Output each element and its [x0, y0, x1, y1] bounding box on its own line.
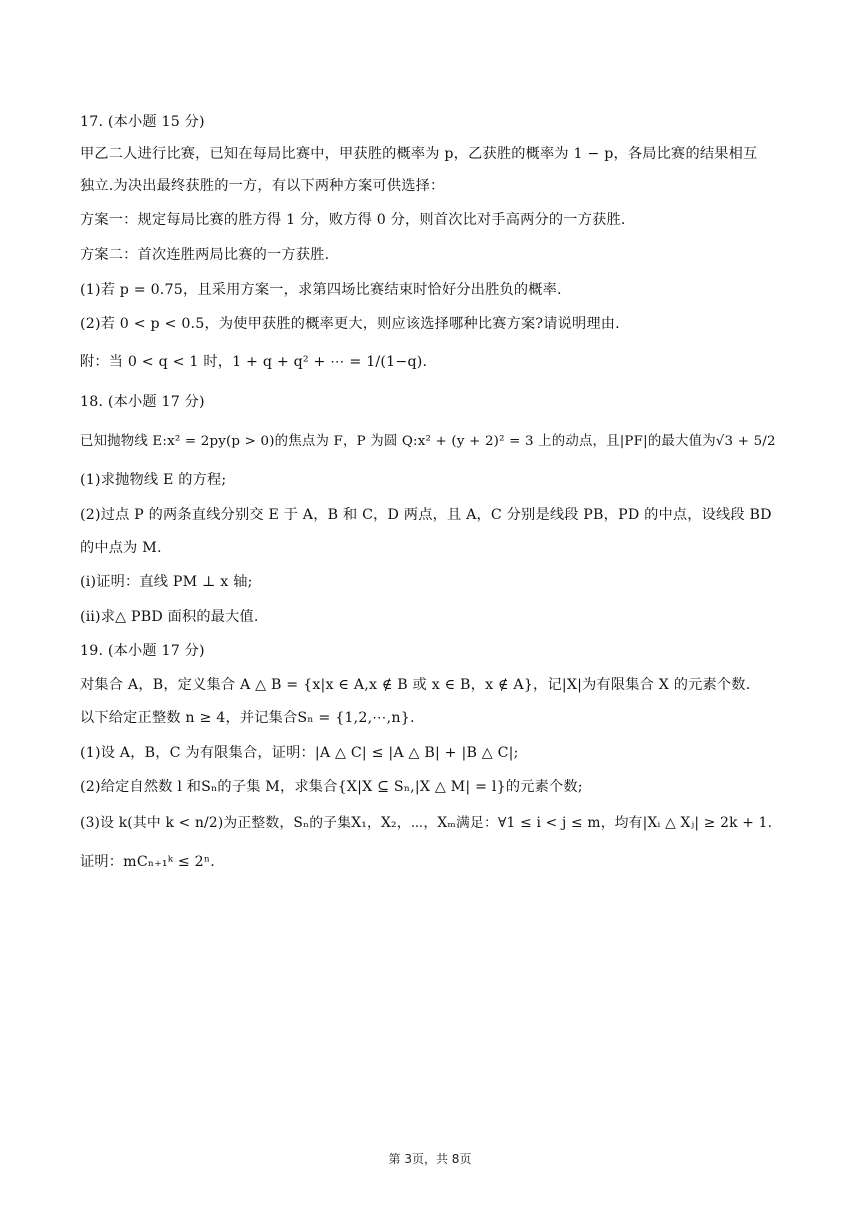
problem-18-line: (2)过点 P 的两条直线分别交 E 于 A，B 和 C，D 两点，且 A，C 分别是线段 PB，PD 的中点，设线段 BD — [80, 507, 772, 523]
problem-19-line: (2)给定自然数 l 和Sₙ的子集 M，求集合{X|X ⊆ Sₙ,|X △ M| = l}的元素个数; — [80, 779, 583, 795]
problem-17-header: 17. (本小题 15 分) — [80, 114, 205, 130]
problem-19-line: 对集合 A，B，定义集合 A △ B = {x|x ∈ A,x ∉ B 或 x ∈ B，x ∉ A}，记|X|为有限集合 X 的元素个数. — [80, 677, 751, 693]
problem-18-line: 已知抛物线 E:x² = 2py(p > 0)的焦点为 F，P 为圆 Q:x² + (y + 2)² = 3 上的动点，且|PF|的最大值为√3 + 5/2 — [80, 434, 776, 449]
problem-19-line: (3)设 k(其中 k < n/2)为正整数，Sₙ的子集X₁，X₂，⋯，Xₘ满足：∀1 ≤ i < j ≤ m，均有|Xᵢ △ Xⱼ| ≥ 2k + 1. — [80, 815, 773, 831]
problem-17-line: (1)若 p = 0.75，且采用方案一，求第四场比赛结束时恰好分出胜负的概率. — [80, 282, 562, 298]
problem-18-line: 的中点为 M. — [80, 540, 162, 556]
problem-19-header: 19. (本小题 17 分) — [80, 643, 205, 659]
problem-17-line: 甲乙二人进行比赛，已知在每局比赛中，甲获胜的概率为 p，乙获胜的概率为 1 − p，各局比赛的结果相互 — [80, 146, 758, 162]
page-footer: 第 3页，共 8页 — [388, 1152, 472, 1166]
problem-18-line: (1)求抛物线 E 的方程; — [80, 472, 227, 488]
problem-19-line: 以下给定正整数 n ≥ 4，并记集合Sₙ = {1,2,⋯,n}. — [80, 710, 415, 726]
problem-18-line: (ⅰ)证明：直线 PM ⊥ x 轴; — [80, 574, 253, 590]
problem-17-line: 方案二：首次连胜两局比赛的一方获胜. — [80, 247, 330, 263]
problem-17-line: 方案一：规定每局比赛的胜方得 1 分，败方得 0 分，则首次比对手高两分的一方获胜. — [80, 212, 626, 228]
problem-17-line: 独立.为决出最终获胜的一方，有以下两种方案可供选择： — [80, 178, 445, 194]
problem-18-line: (ⅱ)求△ PBD 面积的最大值. — [80, 609, 259, 625]
problem-19-line: (1)设 A，B，C 为有限集合，证明：|A △ C| ≤ |A △ B| + |B △ C|; — [80, 745, 519, 761]
problem-17-line: 附：当 0 < q < 1 时，1 + q + q² + ⋯ = 1/(1−q). — [80, 354, 428, 370]
problem-19-line: 证明：mCₙ₊₁ᵏ ≤ 2ⁿ. — [80, 854, 215, 870]
problem-17-line: (2)若 0 < p < 0.5，为使甲获胜的概率更大，则应该选择哪种比赛方案?请说明理由. — [80, 316, 620, 332]
problem-18-header: 18. (本小题 17 分) — [80, 394, 205, 410]
